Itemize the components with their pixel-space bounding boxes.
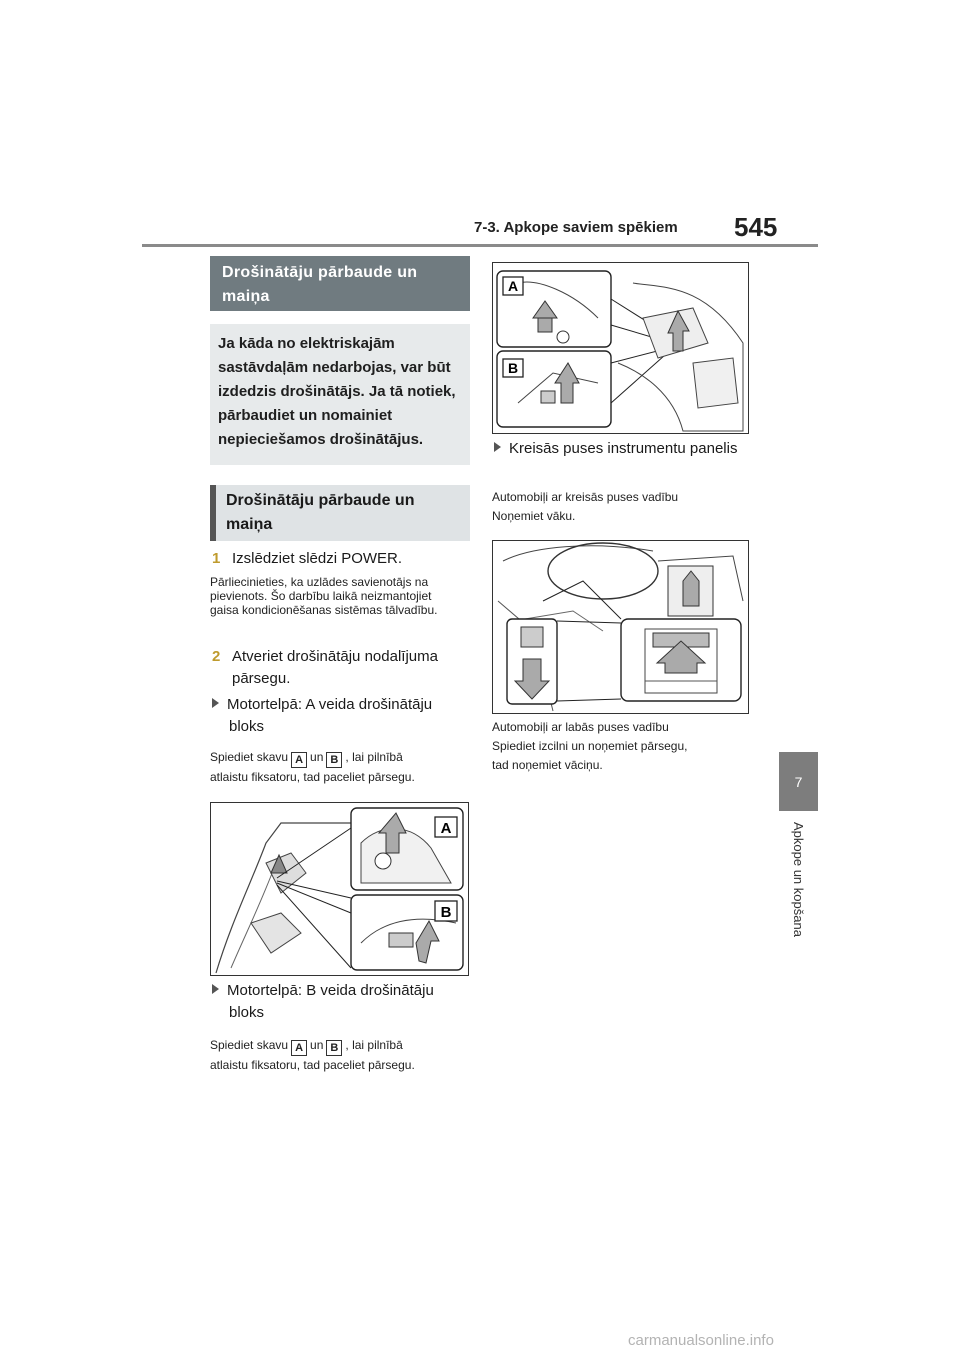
label-b-icon: B (326, 752, 342, 768)
page-number: 545 (734, 212, 778, 242)
fig-label-b: B (507, 360, 519, 376)
step-2 (212, 646, 468, 690)
figure-fusebox-a (210, 802, 469, 976)
chapter-number: 7 (794, 773, 803, 790)
step-1-text: Izslēdziet slēdzi POWER. (232, 550, 403, 567)
chapter-tab (779, 752, 818, 811)
press-mid: un (310, 1038, 324, 1052)
engine-bay-illustration-a (211, 803, 468, 975)
press-post: , lai pilnībā (345, 750, 403, 764)
press-line2: atlaistu fiksatoru, tad paceliet pārsegu. (210, 1058, 415, 1072)
press-line2: atlaistu fiksatoru, tad paceliet pārsegu. (210, 770, 415, 784)
bullet-instrument-panel (494, 438, 748, 460)
intro-box: Ja kāda no elektriskajām sastāvdaļām nedarbojas, var būt izdedzis drošinātājs. Ja tā notiek, pārbaudiet un nomainiet nepieciešamos drošinātājus. (210, 324, 470, 465)
bullet-fusebox-b-text: Motortelpā: B veida drošinātāju bloks (227, 982, 434, 1021)
step-1-note: Pārliecinieties, ka uzlādes savienotājs na pievienots. Šo darbību laikā neizmantojiet gaisa kondicionēšanas sistēmas tālvadību. (210, 575, 438, 617)
bullet-fusebox-a-text: Motortelpā: A veida drošinātāju bloks (227, 696, 433, 735)
dashboard-illustration (493, 541, 748, 713)
label-a-icon: A (291, 1040, 307, 1056)
bullet-fusebox-a (212, 694, 468, 738)
press-pre: Spiediet skavu (210, 750, 289, 764)
figure-instrument-panel (492, 540, 749, 714)
press-instruction-b (210, 1036, 470, 1075)
rhd-action-1: Spiediet izcilni un noņemiet pārsegu, (492, 739, 688, 753)
step-1 (212, 548, 470, 570)
section-title: 7-3. Apkope saviem spēkiem (474, 219, 678, 236)
bullet-instrument-panel-text: Kreisās puses instrumentu panelis (509, 440, 738, 457)
press-mid: un (310, 750, 324, 764)
chapter-label (778, 822, 818, 962)
label-a-icon: A (291, 752, 307, 768)
press-instruction-a (210, 748, 470, 787)
fig-label-b: B (440, 904, 452, 921)
watermark: carmanualsonline.info (628, 1332, 774, 1349)
rhd-caption (492, 718, 754, 775)
chapter-label-text: Apkope un kopšana (791, 822, 806, 937)
label-b-icon: B (326, 1040, 342, 1056)
press-post: , lai pilnībā (345, 1038, 403, 1052)
press-pre: Spiediet skavu (210, 1038, 289, 1052)
step-2-number: 2 (212, 648, 221, 665)
step-1-number: 1 (212, 550, 221, 567)
rhd-action-2: tad noņemiet vāciņu. (492, 758, 603, 772)
subsection-heading: Drošinātāju pārbaude un maiņa (210, 485, 470, 541)
lhd-action-text: Noņemiet vāku. (492, 509, 576, 523)
lhd-caption (492, 488, 752, 526)
rhd-caption-text: Automobiļi ar labās puses vadību (492, 720, 669, 734)
figure-fusebox-b (492, 262, 749, 434)
fig-label-a: A (507, 278, 519, 294)
engine-bay-illustration-b (493, 263, 748, 433)
section-heading-band: Drošinātāju pārbaude un maiņa (210, 256, 470, 311)
fig-label-a: A (440, 820, 452, 837)
header-rule (142, 244, 818, 247)
triangle-bullet-icon (212, 698, 219, 708)
step-2-text: Atveriet drošinātāju nodalījuma pārsegu. (232, 648, 438, 687)
lhd-caption-text: Automobiļi ar kreisās puses vadību (492, 490, 679, 504)
triangle-bullet-icon (212, 984, 219, 994)
triangle-bullet-icon (494, 442, 501, 452)
bullet-fusebox-b (212, 980, 468, 1024)
